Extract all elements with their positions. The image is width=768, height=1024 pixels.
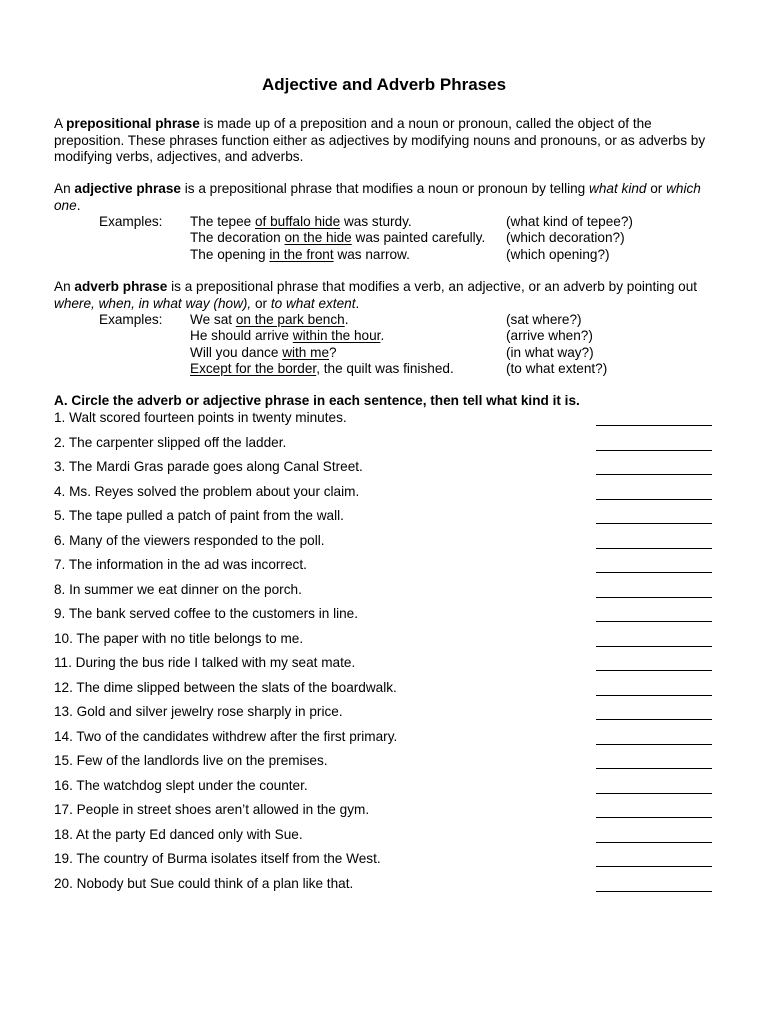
example-note: (arrive when?) (506, 328, 593, 344)
intro-paragraph (54, 116, 716, 166)
adverb-definition (54, 279, 716, 312)
example-post: . (344, 312, 349, 327)
adv-term: adverb phrase (74, 279, 168, 294)
example-pre: He should arrive (190, 328, 293, 344)
example-note: (what kind of tepee?) (506, 214, 633, 229)
example-sentence (190, 312, 348, 329)
answer-blank[interactable] (596, 523, 712, 524)
section-a-instruction: A. Circle the adverb or adjective phrase in each sentence, then tell what kind it is. (54, 393, 580, 408)
intro-a: A (54, 116, 67, 131)
question-item: 17. People in street shoes aren’t allowed in the gym. (54, 802, 370, 817)
answer-blank[interactable] (596, 719, 712, 720)
adj-q2: which one (54, 181, 701, 213)
example-phrase: on the hide (284, 230, 352, 246)
question-item: 15. Few of the landlords live on the premises. (54, 753, 328, 768)
answer-blank[interactable] (596, 621, 712, 622)
question-item: 14. Two of the candidates withdrew after the first primary. (54, 728, 398, 744)
answer-blank[interactable] (596, 425, 712, 426)
intro-term: prepositional phrase (66, 116, 200, 131)
example-phrase: with me (282, 344, 330, 360)
example-pre: Will you dance (190, 344, 283, 360)
answer-blank[interactable] (596, 793, 712, 794)
example-post: was sturdy. (340, 214, 412, 229)
answer-blank[interactable] (596, 891, 712, 892)
example-sentence (190, 361, 454, 378)
intro-rest: is made up of a preposition and a noun or pronoun, called the object of the preposition. These phrases function either as adjectives by modifying nouns and pronouns, or as adverbs by modifying verbs, adjectives, and adverbs. (54, 116, 706, 164)
example-note: (to what extent?) (506, 360, 608, 376)
adv-q2: to what extent (270, 295, 356, 311)
question-item: 2. The carpenter slipped off the ladder. (54, 434, 287, 450)
question-item: 12. The dime slipped between the slats of the boardwalk. (54, 679, 397, 695)
answer-blank[interactable] (596, 670, 712, 671)
example-sentence (190, 214, 412, 231)
adj-or: or (646, 181, 667, 196)
answer-blank[interactable] (596, 842, 712, 843)
answer-blank[interactable] (596, 499, 712, 500)
question-item: 16. The watchdog slept under the counter. (54, 777, 308, 793)
adv-mid: is a prepositional phrase that modifies a verb, an adjective, or an adverb by pointing out (167, 279, 698, 294)
answer-blank[interactable] (596, 817, 712, 818)
example-post: was painted carefully. (351, 230, 486, 246)
question-item: 5. The tape pulled a patch of paint from the wall. (54, 508, 344, 523)
question-item: 6. Many of the viewers responded to the poll. (54, 532, 325, 548)
example-pre: The opening (190, 246, 270, 262)
question-item: 1. Walt scored fourteen points in twenty minutes. (54, 410, 347, 425)
adj-mid: is a prepositional phrase that modifies a noun or pronoun by telling (180, 181, 590, 196)
example-post: was narrow. (333, 246, 410, 262)
question-item: 9. The bank served coffee to the customers in line. (54, 606, 359, 621)
example-pre: The decoration (190, 230, 285, 246)
example-phrase: on the park bench (235, 312, 345, 327)
example-sentence (190, 345, 337, 362)
example-post: ? (329, 344, 337, 360)
page-title: Adjective and Adverb Phrases (261, 75, 507, 94)
example-post: . (380, 328, 385, 344)
question-item: 19. The country of Burma isolates itself from the West. (54, 851, 381, 866)
example-phrase: of buffalo hide (255, 214, 341, 229)
question-item: 18. At the party Ed danced only with Sue. (54, 826, 303, 842)
adj-examples-label: Examples: (99, 214, 163, 229)
answer-blank[interactable] (596, 744, 712, 745)
question-item: 4. Ms. Reyes solved the problem about your claim. (54, 483, 360, 499)
example-note: (sat where?) (506, 312, 582, 327)
example-post: , the quilt was finished. (316, 360, 454, 376)
adv-end: . (355, 295, 360, 311)
question-item: 8. In summer we eat dinner on the porch. (54, 581, 302, 597)
question-item: 7. The information in the ad was incorrect. (54, 557, 307, 572)
adjective-definition (54, 181, 716, 214)
answer-blank[interactable] (596, 646, 712, 647)
example-pre: We sat (190, 312, 236, 327)
answer-blank[interactable] (596, 572, 712, 573)
adv-examples-label: Examples: (99, 312, 163, 327)
adj-term: adjective phrase (74, 181, 181, 196)
question-item: 11. During the bus ride I talked with my seat mate. (54, 655, 356, 670)
example-note: (which opening?) (506, 246, 610, 262)
adv-q1: where, when, in what way (how), (54, 295, 252, 311)
example-phrase: in the front (269, 246, 334, 262)
example-phrase: Except for the border (190, 360, 317, 376)
answer-blank[interactable] (596, 768, 712, 769)
example-phrase: within the hour (292, 328, 381, 344)
question-item: 20. Nobody but Sue could think of a plan like that. (54, 875, 354, 891)
example-sentence (190, 230, 485, 247)
question-item: 10. The paper with no title belongs to me. (54, 630, 304, 646)
adj-q1: what kind (589, 181, 647, 196)
adv-or: or (251, 295, 271, 311)
adj-an: An (54, 181, 75, 196)
example-sentence (190, 247, 410, 264)
answer-blank[interactable] (596, 474, 712, 475)
example-note: (in what way?) (506, 344, 594, 360)
question-item: 3. The Mardi Gras parade goes along Canal Street. (54, 459, 363, 474)
adv-an: An (54, 279, 75, 294)
example-sentence (190, 328, 384, 345)
answer-blank[interactable] (596, 866, 712, 867)
example-note: (which decoration?) (506, 230, 625, 246)
question-item: 13. Gold and silver jewelry rose sharply in price. (54, 704, 343, 719)
answer-blank[interactable] (596, 450, 712, 451)
example-pre: The tepee (190, 214, 255, 229)
adj-end: . (76, 197, 81, 213)
answer-blank[interactable] (596, 695, 712, 696)
answer-blank[interactable] (596, 548, 712, 549)
answer-blank[interactable] (596, 597, 712, 598)
